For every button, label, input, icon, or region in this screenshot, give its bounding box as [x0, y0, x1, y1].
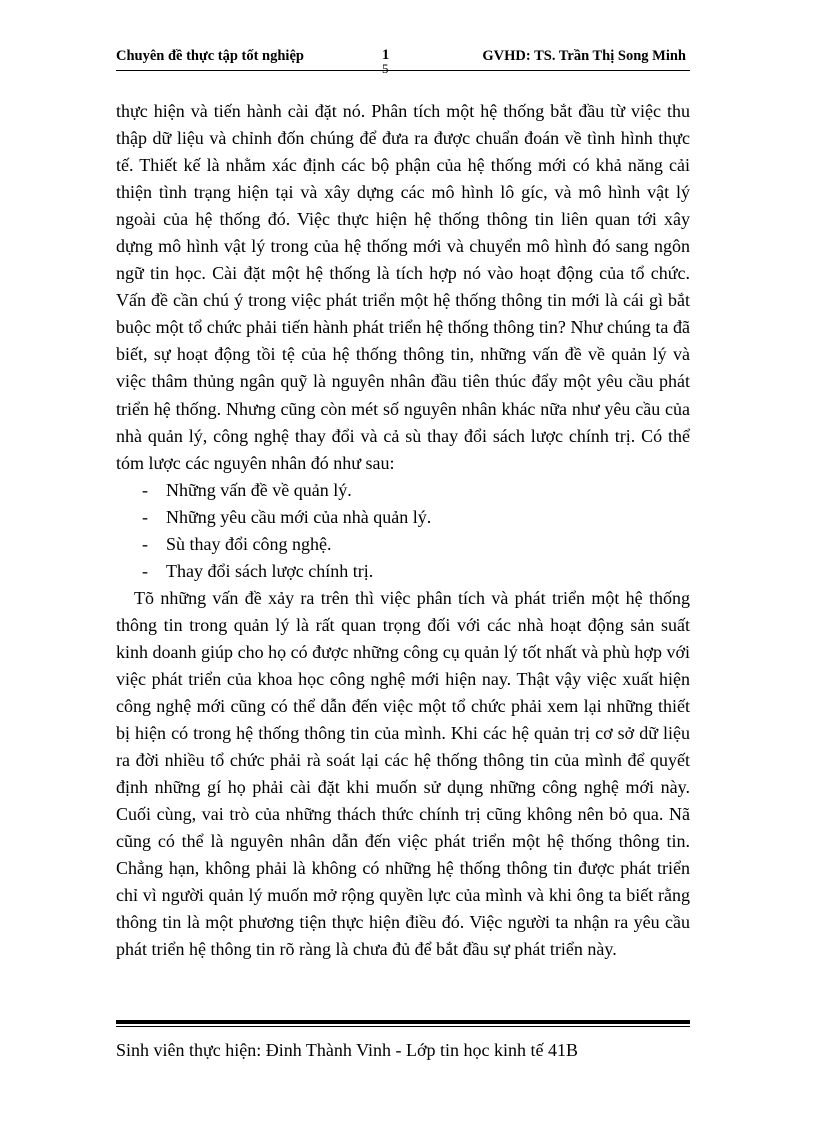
body-paragraph-1: thực hiện và tiến hành cài đặt nó. Phân tích một hệ thống bắt đầu từ việc thu thập dữ liệu và chỉnh đốn chúng để đưa ra được chuẩn đoán về tình hình thực tế. Thiết kế là nhằm xác định các bộ phận của hệ thống mới có khả năng cải thiện tình trạng hiện tại và xây dựng các mô hình lô gíc, và mô hình vật lý ngoài của hệ thống đó. Việc thực hiện hệ thống thông tin liên quan tới xây dựng mô hình vật lý trong của hệ thống mới và chuyển mô hình đó sang ngôn ngữ tin học. Cài đặt một hệ thống là tích hợp nó vào hoạt động của tổ chức. Vấn đề cần chú ý trong việc phát triển một hệ thống thông tin mới là cái gì bắt buộc một tổ chức phải tiến hành phát triển hệ thống thông tin? Như chúng ta đã biết, sự hoạt động tồi tệ của hệ thống thông tin, những vấn đề về quản lý và việc thâm thủng ngân quỹ là nguyên nhân đầu tiên thúc đẩy một yêu cầu phát triển hệ thống. Nhưng cũng còn mét số nguyên nhân khác nữa như yêu cầu của nhà quản lý, công nghệ thay đổi và cả sù thay đổi sách lược chính trị. Có thể tóm lược các nguyên nhân đó như sau: — [116, 101, 690, 473]
list-item-text: Những vấn đề về quản lý. — [166, 479, 352, 500]
page-header — [116, 47, 690, 76]
bullet-dash: - — [142, 533, 148, 554]
header-supervisor: GVHD: TS. Trần Thị Song Minh — [482, 48, 686, 64]
header-page-number — [382, 48, 389, 76]
body-paragraph-2: Tõ những vấn đề xảy ra trên thì việc phân tích và phát triển một hệ thống thông tin trong quản lý là rất quan trọng đối với các nhà hoạt động sản suất kinh doanh giúp cho họ có được những công cụ quản lý tốt nhất và phù hợp với việc phát triển của khoa học công nghệ mới hiện nay. Thật vậy việc xuất hiện công nghệ mới cũng có thể dẫn đến việc một tổ chức phải xem lại những thiết bị hiện có trong hệ thống thông tin của mình. Khi các hệ quản trị cơ sở dữ liệu ra đời nhiều tổ chức phải rà soát lại các hệ thống thông tin của mình để quyết định những gí họ phải cài đặt khi muốn sử dụng những công nghệ mới này. Cuối cùng, vai trò của những thách thức chính trị cũng không nên bỏ qua. Nã cũng có thể là nguyên nhân dẫn đến việc phát triển một hệ thống thông tin. Chẳng hạn, không phải là không có những hệ thống thông tin được phát triển chỉ vì người quản lý muốn mở rộng quyền lực của mình và khi ông ta biết rằng thông tin là một phương tiện thực hiện điều đó. Việc người ta nhận ra yêu cầu phát triển hệ thông tin rõ ràng là chưa đủ để bắt đầu sự phát triển này. — [116, 587, 690, 960]
footer-divider-thick — [116, 1020, 690, 1024]
bullet-dash: - — [142, 479, 148, 500]
list-item-text: Thay đổi sách lược chính trị. — [166, 560, 374, 581]
bullet-dash: - — [142, 506, 148, 527]
reason-list — [116, 477, 690, 585]
list-item — [116, 477, 690, 504]
footer-divider-thin — [116, 1026, 690, 1027]
page-footer: Sinh viên thực hiện: Đinh Thành Vinh - Lớp tin học kinh tế 41B — [116, 1040, 578, 1060]
bullet-dash: - — [142, 560, 148, 581]
page-number-bottom: 5 — [382, 61, 389, 76]
header-divider — [116, 70, 690, 71]
list-item-text: Những yêu cầu mới của nhà quản lý. — [166, 506, 432, 527]
header-document-type: Chuyên đề thực tập tốt nghiệp — [116, 48, 304, 64]
list-item — [116, 531, 690, 558]
list-item — [116, 504, 690, 531]
list-item — [116, 558, 690, 585]
page-body — [116, 98, 690, 964]
list-item-text: Sù thay đổi công nghệ. — [166, 533, 332, 554]
page-number-top: 1 — [382, 47, 390, 63]
